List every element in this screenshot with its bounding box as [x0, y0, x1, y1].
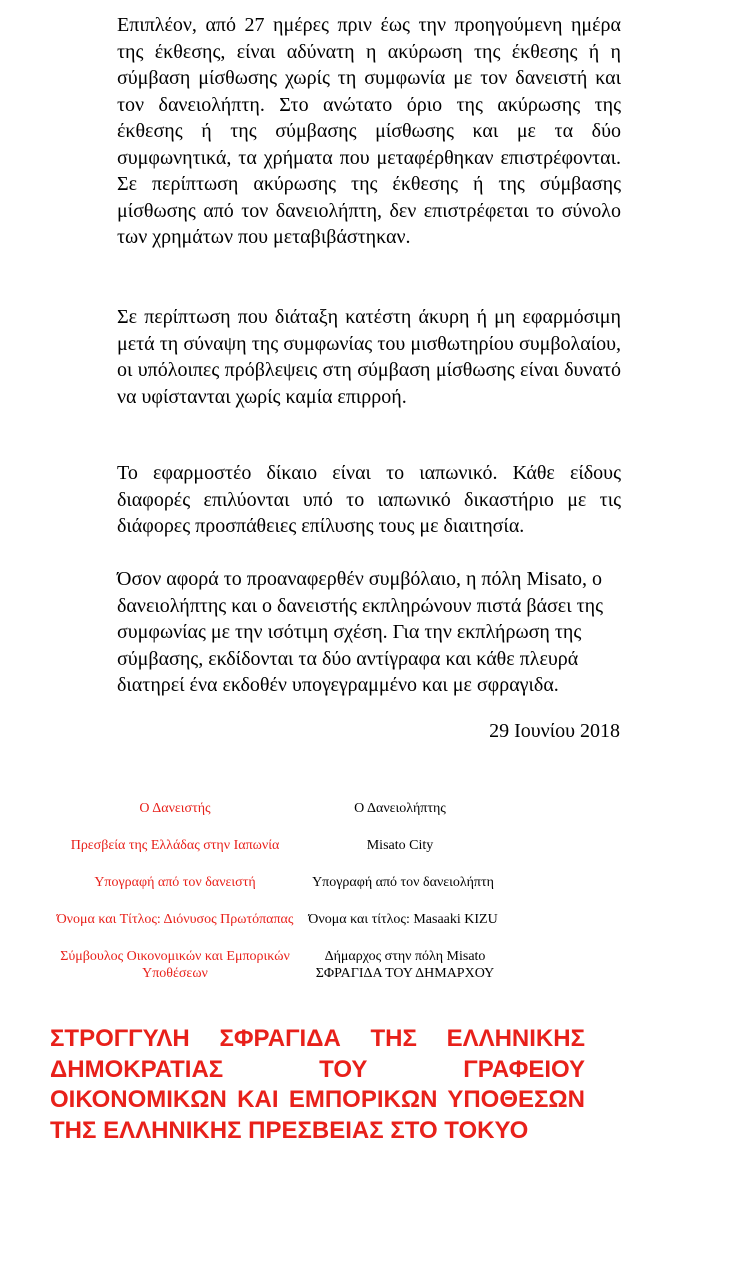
lender-position-line2: Υποθέσεων: [142, 966, 208, 981]
borrower-name-title: Όνομα και τίτλος: Masaaki KIZU: [308, 912, 498, 927]
borrower-position-line2: ΣΦΡΑΓΙΔΑ ΤΟΥ ΔΗΜΑΡΧΟΥ: [315, 966, 495, 981]
lender-name-title: Όνομα και Τίτλος: Διόνυσος Πρωτόπαπας: [56, 912, 294, 927]
lender-organization: Πρεσβεία της Ελλάδας στην Ιαπωνία: [70, 838, 280, 853]
embassy-stamp-note: ΣΤΡΟΓΓΥΛΗ ΣΦΡΑΓΙΔΑ ΤΗΣ ΕΛΛΗΝΙΚΗΣ ΔΗΜΟΚΡΑΤΙΑΣ ΤΟΥ ΓΡΑΦΕΙΟΥ ΟΙΚΟΝΟΜΙΚΩΝ ΚΑΙ ΕΜΠΟΡΙΚΩΝ ΥΠΟΘΕΣΩΝ ΤΗΣ ΕΛΛΗΝΙΚΗΣ ΠΡΕΣΒΕΙΑΣ ΣΤΟ ΤΟΚΥΟ: [50, 1025, 585, 1144]
lender-title: Ο Δανειστής: [139, 801, 211, 816]
paragraph-governing-law: Το εφαρμοστέο δίκαιο είναι το ιαπωνικό. Κάθε είδους διαφορές επιλύονται υπό το ιαπωνικό δικαστήριο με τις διάφορες προσπάθειες επίλυσης τους με διαιτησία.: [117, 462, 621, 537]
borrower-signature-label: Υπογραφή από τον δανειολήπτη: [312, 875, 494, 890]
document-date: 29 Ιουνίου 2018: [489, 720, 620, 742]
lender-signature-label: Υπογραφή από τον δανειστή: [94, 875, 256, 890]
borrower-position-line1: Δήμαρχος στην πόλη Misato: [324, 949, 486, 964]
paragraph-cancellation-terms: Επιπλέον, από 27 ημέρες πριν έως την προηγούμενη ημέρα της έκθεσης, είναι αδύνατη η ακύρωση της έκθεσης ή η σύμβαση μίσθωσης χωρίς τη συμφωνία με τον δανειστή και τον δανειολήπτη. Στο ανώτατο όριο της ακύρωσης της έκθεσης ή της σύμβασης μίσθωσης και με τα δύο συμφωνητικά, τα χρήματα που μεταφέρθηκαν επιστρέφονται. Σε περίπτωση ακύρωσης της έκθεσης ή της σύμβασης μίσθωσης από τον δανειολήπτη, δεν επιστρέφεται το σύνολο των χρημάτων που μεταβιβάστηκαν.: [117, 14, 621, 248]
borrower-organization: Misato City: [366, 838, 434, 853]
lender-position-line1: Σύμβουλος Οικονομικών και Εμπορικών: [60, 949, 290, 964]
paragraph-contract-fulfilment: Όσον αφορά το προαναφερθέν συμβόλαιο, η πόλη Misato, ο δανειολήπτης και ο δανειστής εκπληρώνουν πιστά βάσει της συμφωνίας με την ισότιμη σχέση. Για την εκπλήρωση της σύμβασης, εκδίδονται τα δύο αντίγραφα και κάθε πλευρά διατηρεί ένα εκδοθέν υπογεγραμμένο και με σφραγιδα.: [117, 568, 603, 696]
paragraph-severability: Σε περίπτωση που διάταξη κατέστη άκυρη ή μη εφαρμόσιμη μετά τη σύναψη της συμφωνίας του μισθωτηρίου συμβολαίου, οι υπόλοιπες πρόβλεψεις στη σύμβαση μίσθωσης είναι δυνατό να υφίστανται χωρίς καμία επιρροή.: [117, 306, 621, 408]
borrower-title: Ο Δανειολήπτης: [354, 801, 446, 816]
